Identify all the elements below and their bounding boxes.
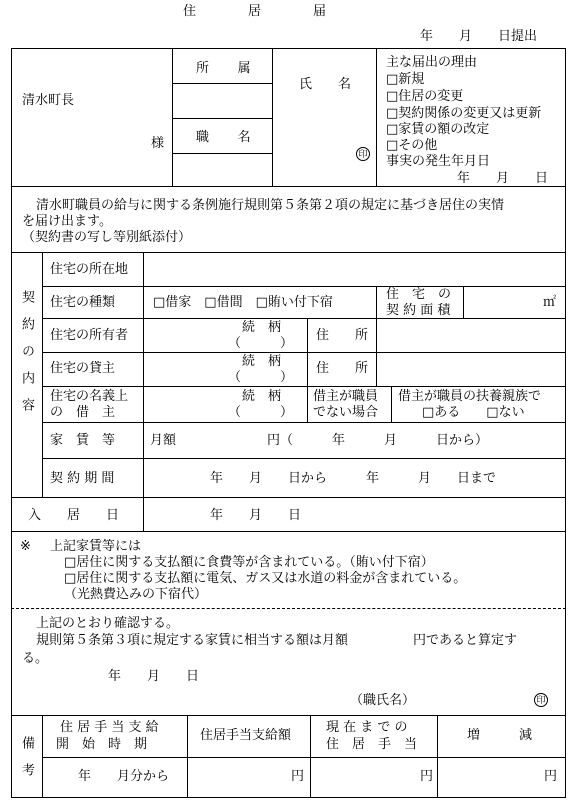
reason-rent-revision[interactable]: □家賃の額の改定 bbox=[386, 122, 490, 137]
lessee-label-1: 住宅の名義上 bbox=[50, 389, 129, 404]
remarks-current-header-1: 現 在 ま で の bbox=[326, 720, 408, 735]
remarks-amount-header: 住居手当支給額 bbox=[200, 728, 292, 743]
contract-section-label: 契約の内容 bbox=[19, 290, 34, 425]
move-in-label: 入 居 日 bbox=[28, 508, 120, 523]
confirm-date[interactable]: 年 月 日 bbox=[108, 669, 200, 684]
declaration-line2: を届け出ます。 bbox=[22, 214, 112, 229]
dependent-question: 借主が職員の扶養親族で bbox=[398, 389, 542, 404]
reason-residence-change[interactable]: □住居の変更 bbox=[386, 89, 464, 104]
remarks-start-value[interactable]: 年 月分から bbox=[78, 769, 170, 784]
confirm-line3: る。 bbox=[22, 651, 49, 666]
staff-seal-icon: 印 bbox=[534, 693, 548, 707]
dependent-options[interactable]: □ある □ない bbox=[422, 405, 525, 420]
affiliation-label: 所 属 bbox=[196, 61, 259, 76]
type-options[interactable]: □借家 □借間 □賄い付下宿 bbox=[153, 295, 333, 310]
declaration-note: （契約書の写し等別紙添付） bbox=[22, 230, 192, 245]
area-label-1: 住 宅 の bbox=[386, 287, 452, 302]
period-value[interactable]: 年 月 日から 年 月 日まで bbox=[210, 471, 497, 486]
form-title: 住 居 届 bbox=[183, 4, 327, 19]
rent-value[interactable]: 月額 円（ 年 月 日から） bbox=[150, 433, 489, 448]
owner-label: 住宅の所有者 bbox=[50, 328, 129, 343]
remarks-label: 備考 bbox=[19, 736, 34, 790]
reason-other[interactable]: □その他 bbox=[386, 138, 438, 153]
declaration-line1: 清水町職員の給与に関する条例施行規則第５条第２項の規定に基づき居住の実情 bbox=[36, 198, 505, 213]
remarks-change-header: 増 減 bbox=[467, 728, 533, 743]
notes-item-utilities-sub: （光熱費込みの下宿代） bbox=[64, 587, 208, 602]
submission-date: 年 月 日提出 bbox=[420, 29, 538, 44]
remarks-amount-yen[interactable]: 円 bbox=[291, 769, 305, 784]
confirm-line1: 上記のとおり確認する。 bbox=[36, 616, 180, 631]
lessee-label-2: の 借 主 bbox=[50, 405, 116, 420]
landlord-relation-field[interactable]: （ ） bbox=[228, 370, 294, 385]
type-label: 住宅の種類 bbox=[50, 295, 116, 310]
lessee-relation-field[interactable]: （ ） bbox=[228, 405, 294, 420]
notes-intro: 上記家賃等には bbox=[50, 539, 142, 554]
remarks-current-yen[interactable]: 円 bbox=[420, 769, 434, 784]
position-label: 職 名 bbox=[196, 130, 259, 145]
remarks-start-header-2: 開 始 時 期 bbox=[56, 737, 148, 752]
remarks-change-yen[interactable]: 円 bbox=[544, 769, 558, 784]
owner-relation-label: 続 柄 bbox=[242, 320, 282, 335]
addressee-honorific: 様 bbox=[151, 136, 165, 151]
remarks-current-header-2: 住 居 手 当 bbox=[326, 737, 418, 752]
location-label: 住宅の所在地 bbox=[50, 262, 129, 277]
area-unit: ㎡ bbox=[543, 295, 557, 310]
reason-new[interactable]: □新規 bbox=[386, 72, 425, 87]
addressee-name: 清水町長 bbox=[22, 93, 75, 108]
landlord-relation-label: 続 柄 bbox=[242, 354, 282, 369]
seal-icon: 印 bbox=[356, 147, 370, 161]
notes-item-meals[interactable]: □居住に関する支払額に食費等が含まれている。（賄い付下宿） bbox=[64, 555, 434, 570]
fact-date-fields[interactable]: 年 月 日 bbox=[457, 171, 549, 186]
staff-name-label: （職氏名） bbox=[350, 693, 416, 708]
not-employee-label-2: でない場合 bbox=[313, 405, 379, 420]
lessee-relation-label: 続 柄 bbox=[242, 389, 282, 404]
owner-address-label: 住 所 bbox=[316, 328, 369, 343]
owner-relation-field[interactable]: （ ） bbox=[228, 336, 294, 351]
not-employee-label-1: 借主が職員 bbox=[313, 389, 379, 404]
landlord-label: 住宅の貸主 bbox=[50, 361, 116, 376]
name-label: 氏 名 bbox=[299, 77, 352, 92]
notes-item-utilities[interactable]: □居住に関する支払額に電気、ガス又は水道の料金が含まれている。 bbox=[64, 571, 467, 586]
remarks-start-header-1: 住 居 手 当 支 給 bbox=[60, 720, 159, 735]
reason-contract-change[interactable]: □契約関係の変更又は更新 bbox=[386, 106, 542, 121]
landlord-address-label: 住 所 bbox=[316, 361, 369, 376]
notes-mark: ※ bbox=[20, 539, 31, 554]
period-label: 契 約 期 間 bbox=[50, 471, 115, 486]
reasons-heading: 主な届出の理由 bbox=[386, 55, 478, 70]
move-in-value[interactable]: 年 月 日 bbox=[210, 508, 302, 523]
rent-label: 家 賃 等 bbox=[50, 433, 116, 448]
area-label-2: 契 約 面 積 bbox=[386, 303, 451, 318]
confirm-line2: 規則第５条第３項に規定する家賃に相当する額は月額 円であると算定す bbox=[36, 633, 518, 648]
fact-date-label: 事実の発生年月日 bbox=[386, 154, 491, 169]
